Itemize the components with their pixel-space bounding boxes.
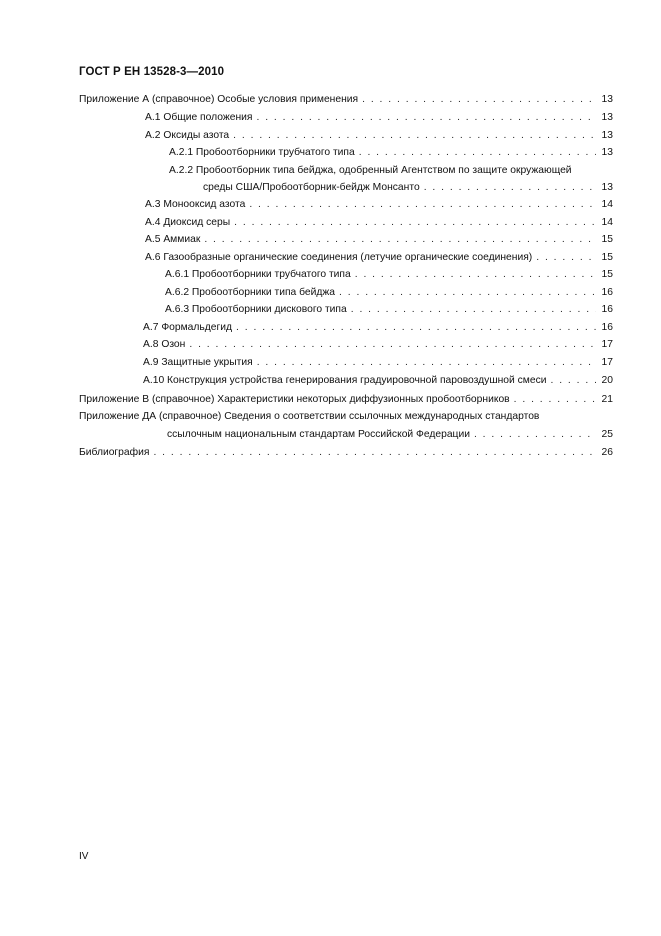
toc-leader-dots bbox=[339, 286, 596, 300]
toc-leader-dots bbox=[359, 146, 596, 160]
toc-entry-a5 bbox=[145, 233, 613, 247]
toc-entry-text: ссылочным национальным стандартам Российской Федерации bbox=[167, 429, 470, 440]
toc-page-number: 13 bbox=[601, 182, 613, 193]
toc-page-number: 17 bbox=[601, 339, 613, 350]
toc-leader-dots bbox=[236, 321, 596, 335]
toc-page-number: 15 bbox=[601, 269, 613, 280]
toc-entry-a3 bbox=[145, 198, 613, 212]
toc-entry-appendix-a bbox=[79, 93, 613, 107]
toc-page-number: 13 bbox=[601, 147, 613, 158]
toc-entry-a4 bbox=[145, 216, 613, 230]
page-number-footer: IV bbox=[79, 851, 89, 862]
toc-page-number: 17 bbox=[601, 357, 613, 368]
toc-entry-text: А.1 Общие положения bbox=[145, 112, 253, 123]
toc-entry-a8 bbox=[143, 338, 613, 352]
toc-entry-appendix-da-line1: Приложение ДА (справочное) Сведения о соответствии ссылочных международных стандартов bbox=[79, 411, 540, 422]
document-code-header: ГОСТ Р ЕН 13528-3—2010 bbox=[79, 66, 225, 78]
toc-entry-a62 bbox=[165, 286, 613, 300]
toc-page-number: 26 bbox=[601, 447, 613, 458]
toc-page-number: 16 bbox=[601, 287, 613, 298]
toc-entry-text: А.2 Оксиды азота bbox=[145, 130, 230, 141]
toc-page-number: 20 bbox=[601, 375, 613, 386]
toc-entry-text: А.2.1 Пробоотборники трубчатого типа bbox=[169, 147, 355, 158]
toc-entry-text: Приложение А (справочное) Особые условия применения bbox=[79, 94, 359, 105]
toc-leader-dots bbox=[257, 356, 596, 370]
toc-entry-text: А.3 Монооксид азота bbox=[145, 199, 246, 210]
toc-leader-dots bbox=[550, 374, 596, 388]
toc-entry-text: А.6.3 Пробоотборники дискового типа bbox=[165, 304, 347, 315]
toc-leader-dots bbox=[362, 93, 596, 107]
toc-entry-a22-line1: А.2.2 Пробоотборник типа бейджа, одобренный Агентством по защите окружающей bbox=[169, 165, 572, 176]
toc-entry-a21 bbox=[169, 146, 613, 160]
toc-entry-bibliography bbox=[79, 446, 613, 460]
toc-page-number: 14 bbox=[601, 199, 613, 210]
toc-entry-text: Приложение В (справочное) Характеристики некоторых диффузионных пробоотборников bbox=[79, 394, 510, 405]
toc-page-number: 13 bbox=[601, 94, 613, 105]
toc-entry-a6 bbox=[145, 251, 613, 265]
toc-entry-a22-line2 bbox=[203, 181, 613, 195]
toc-page-number: 16 bbox=[601, 304, 613, 315]
toc-entry-a63 bbox=[165, 303, 613, 317]
toc-entry-text: Библиография bbox=[79, 447, 150, 458]
toc-page-number: 14 bbox=[601, 217, 613, 228]
toc-entry-appendix-v bbox=[79, 393, 613, 407]
toc-entry-text: А.7 Формальдегид bbox=[143, 322, 233, 333]
toc-page-number: 25 bbox=[601, 429, 613, 440]
toc-leader-dots bbox=[256, 111, 596, 125]
toc-page-number: 16 bbox=[601, 322, 613, 333]
toc-page-number: 21 bbox=[601, 394, 613, 405]
toc-entry-text: А.6.1 Пробоотборники трубчатого типа bbox=[165, 269, 351, 280]
toc-leader-dots bbox=[351, 303, 596, 317]
toc-entry-text: А.5 Аммиак bbox=[145, 234, 201, 245]
toc-entry-a1 bbox=[145, 111, 613, 125]
toc-leader-dots bbox=[536, 251, 596, 265]
toc-entry-text: А.6 Газообразные органические соединения (летучие органические соединения) bbox=[145, 252, 533, 263]
toc-entry-a61 bbox=[165, 268, 613, 282]
toc-entry-a9 bbox=[143, 356, 613, 370]
toc-leader-dots bbox=[514, 393, 596, 407]
toc-entry-text: А.8 Озон bbox=[143, 339, 186, 350]
toc-entry-text: А.10 Конструкция устройства генерирования градуировочной паровоздушной смеси bbox=[143, 375, 547, 386]
toc-page-number: 13 bbox=[601, 130, 613, 141]
toc-leader-dots bbox=[153, 446, 596, 460]
toc-leader-dots bbox=[424, 181, 596, 195]
toc-leader-dots bbox=[204, 233, 596, 247]
toc-entry-a10 bbox=[143, 374, 613, 388]
toc-leader-dots bbox=[249, 198, 596, 212]
toc-entry-text: А.9 Защитные укрытия bbox=[143, 357, 253, 368]
toc-leader-dots bbox=[234, 216, 596, 230]
toc-page-number: 13 bbox=[601, 112, 613, 123]
toc-page-number: 15 bbox=[601, 252, 613, 263]
toc-entry-appendix-da-line2 bbox=[167, 428, 613, 442]
toc-leader-dots bbox=[355, 268, 596, 282]
toc-page-number: 15 bbox=[601, 234, 613, 245]
toc-entry-text: среды США/Пробоотборник-бейдж Монсанто bbox=[203, 182, 420, 193]
toc-entry-text: А.6.2 Пробоотборники типа бейджа bbox=[165, 287, 336, 298]
toc-leader-dots bbox=[474, 428, 596, 442]
toc-entry-a7 bbox=[143, 321, 613, 335]
toc-entry-a2 bbox=[145, 129, 613, 143]
toc-leader-dots bbox=[189, 338, 596, 352]
toc-entry-text: А.4 Диоксид серы bbox=[145, 217, 231, 228]
toc-leader-dots bbox=[233, 129, 596, 143]
